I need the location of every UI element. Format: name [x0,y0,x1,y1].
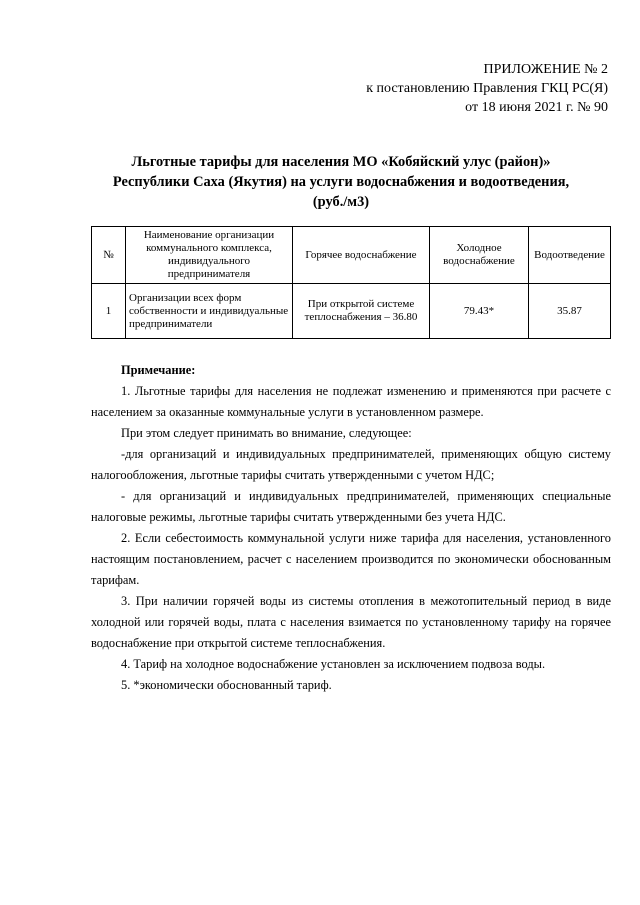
title-line-3: (руб./м3) [312,194,370,210]
tariff-table [91,226,611,339]
column-header-hot-water: Горячее водоснабжение [293,227,430,284]
cell-hot-water: При открытой системе теплоснабжения – 36.80 [293,284,430,339]
table-header-row [92,227,611,284]
table-row [92,284,611,339]
cell-drainage: 35.87 [529,284,611,339]
cell-cold-water: 79.43* [430,284,529,339]
note-paragraph: 5. *экономически обоснованный тариф. [121,678,332,692]
title-line-2: Республики Саха (Якутия) на услуги водоснабжения и водоотведения, [112,174,570,190]
note-paragraph: - для организаций и индивидуальных предпринимателей, применяющих специальные налоговые режимы, льготные тарифы считать утвержденными без учета НДС. [91,489,611,524]
appendix-date: от 18 июня 2021 г. № 90 [465,100,608,115]
appendix-header [366,60,608,117]
column-header-drainage: Водоотведение [529,227,611,284]
cell-organization: Организации всех форм собственности и индивидуальные предприниматели [126,284,293,339]
cell-number: 1 [92,284,126,339]
note-paragraph: При этом следует принимать во внимание, следующее: [121,426,412,440]
document-title [86,152,596,212]
appendix-number: ПРИЛОЖЕНИЕ № 2 [483,62,608,77]
title-line-1: Льготные тарифы для населения МО «Кобяйский улус (район)» [131,154,551,170]
column-header-organization: Наименование организации коммунального комплекса, индивидуального предпринимателя [126,227,293,284]
column-header-number: № [92,227,126,284]
note-paragraph: 1. Льготные тарифы для населения не подлежат изменению и применяются при расчете с населением за оказанные коммунальные услуги в установленном размере. [91,384,611,419]
notes-title: Примечание: [121,363,196,377]
note-paragraph: -для организаций и индивидуальных предпринимателей, применяющих общую систему налогообложения, льготные тарифы считать утвержденными с учетом НДС; [91,447,611,482]
note-paragraph: 3. При наличии горячей воды из системы отопления в межотопительный период в виде холодной или горячей воды, плата с населения взимается по установленному тарифу на горячее водоснабжение при открытой системе теплоснабжения. [91,594,611,650]
column-header-cold-water: Холодное водоснабжение [430,227,529,284]
note-paragraph: 2. Если себестоимость коммунальной услуги ниже тарифа для населения, установленного настоящим постановлением, расчет с населением производится по экономически обоснованным тарифам. [91,531,611,587]
notes-section [91,360,611,696]
appendix-resolution-ref: к постановлению Правления ГКЦ РС(Я) [366,81,608,96]
note-paragraph: 4. Тариф на холодное водоснабжение установлен за исключением подвоза воды. [121,657,546,671]
